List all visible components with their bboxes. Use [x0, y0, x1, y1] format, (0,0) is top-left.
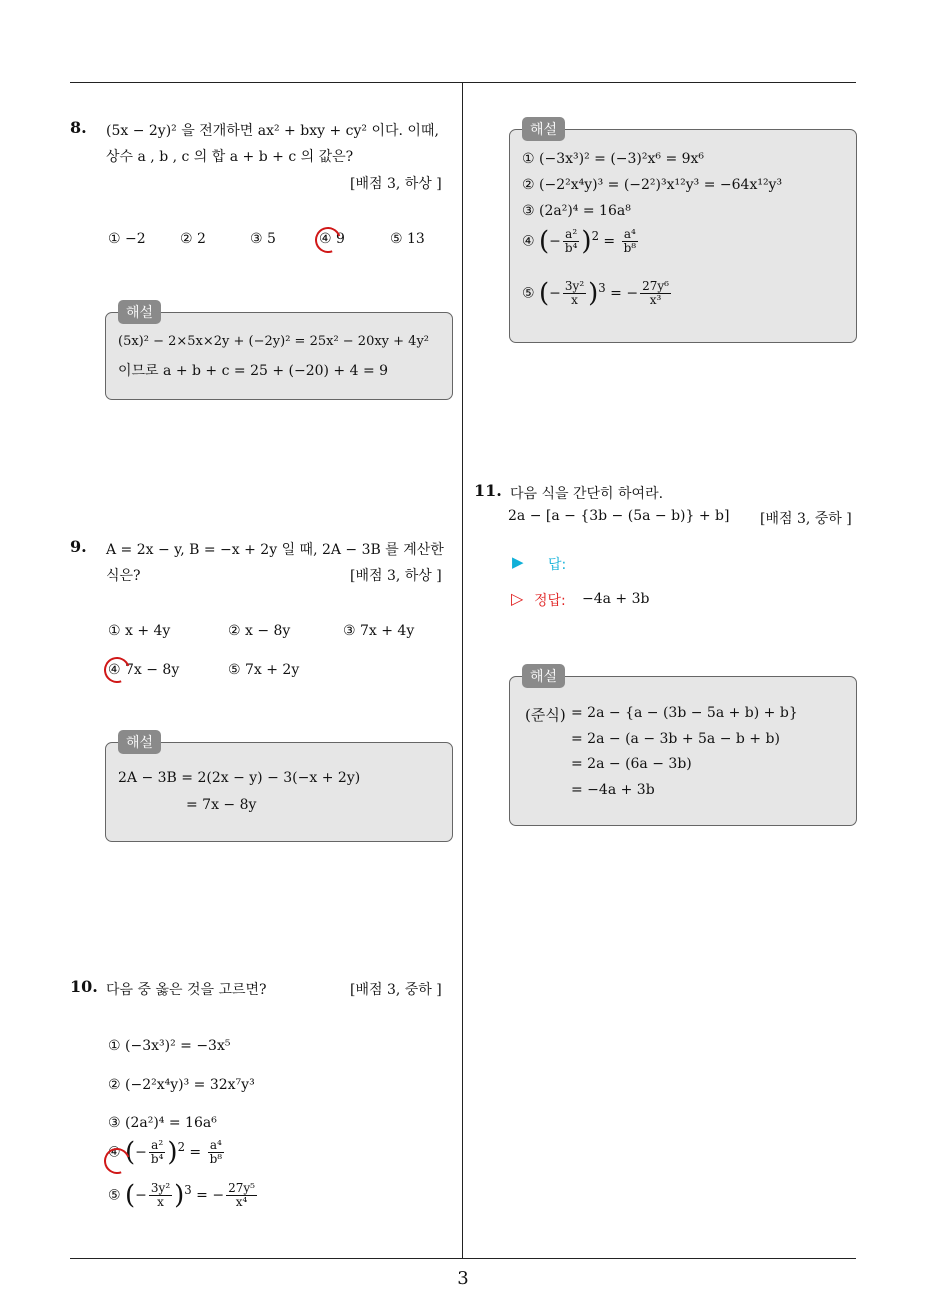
choice-3[interactable]: ③ (2a²)⁴ = 16a⁶ [108, 1115, 217, 1131]
points-label: [배점 3, 하상 ] [350, 568, 442, 584]
frac-denominator: x [157, 1195, 164, 1210]
solution-line3: ③ (2a²)⁴ = 16a⁸ [522, 203, 631, 219]
question-number: 9. [70, 537, 87, 556]
frac-numerator: a² [149, 1139, 166, 1153]
answer-mark-circle [311, 223, 346, 258]
frac-denominator: b⁴ [564, 241, 578, 256]
points-label: [배점 3, 하상 ] [350, 176, 442, 192]
question-number: 10. [70, 977, 98, 996]
choice-5[interactable]: ⑤ 13 [390, 231, 425, 247]
points-label: [배점 3, 중하 ] [760, 511, 852, 527]
question-text-line2: 식은? [106, 568, 141, 584]
solution-box [105, 312, 453, 400]
solution-line2: = 2a − (a − 3b + 5a − b + b) [571, 731, 780, 747]
question-text-line1: A = 2x − y, B = −x + 2y 일 때, 2A − 3B 를 계산한 [106, 542, 444, 558]
exponent: 3 [184, 1183, 192, 1198]
solution-line5: ⑤ (− $\frac{\text{3y²}}{x}$ )$^3$ = − $\frac{\text{27y⁶}}{\text{x³}}$ [522, 278, 669, 309]
top-rule [70, 82, 856, 83]
exponent: 2 [591, 229, 599, 244]
choice-2[interactable]: ② (−2²x⁴y)³ = 32x⁷y³ [108, 1077, 255, 1093]
choice-4-marker: ④ [108, 1144, 121, 1161]
points-label: [배점 3, 중하 ] [350, 982, 442, 998]
choice-3[interactable]: ③ 5 [250, 231, 276, 247]
frac-denominator: b⁸ [623, 241, 637, 256]
choice-1[interactable]: ① −2 [108, 231, 146, 247]
frac-numerator: 27y⁶ [642, 279, 669, 293]
key-arrow-icon: ▷ [511, 589, 524, 608]
frac-denominator: x⁴ [235, 1195, 248, 1210]
choice-5[interactable]: ⑤ 7x + 2y [228, 662, 300, 678]
choice-4[interactable]: ④ 7x − 8y [108, 662, 180, 678]
question-number: 11. [474, 481, 502, 500]
exponent: 3 [598, 281, 606, 296]
solution-tag: 해설 [118, 730, 161, 754]
question-number: 8. [70, 118, 87, 137]
answer-mark-circle [100, 653, 135, 688]
solution-line4: ④ (− $\frac{\text{a²}}{\text{b⁴}}$ )$^2$ = $\frac{\text{a⁴}}{\text{b⁸}}$ [522, 226, 637, 257]
solution-line1: 2A − 3B = 2(2x − y) − 3(−x + 2y) [118, 770, 361, 786]
solution-marker: ④ [522, 233, 535, 250]
question-text-line2: 상수 a , b , c 의 합 a + b + c 의 값은? [106, 149, 354, 165]
question-text: 다음 중 옳은 것을 고르면? [106, 982, 267, 998]
solution-tag: 해설 [118, 300, 161, 324]
frac-numerator: 3y² [564, 279, 585, 293]
choice-2[interactable]: ② x − 8y [228, 623, 291, 639]
solution-tag: 해설 [522, 664, 565, 688]
column-divider [462, 83, 463, 1258]
question-text: 다음 식을 간단히 하여라. [510, 486, 664, 502]
solution-line1: = 2a − {a − (3b − 5a + b) + b} [571, 705, 798, 721]
frac-numerator: 3y² [150, 1181, 171, 1195]
choice-5-marker: ⑤ [108, 1187, 121, 1204]
frac-numerator: a² [563, 228, 580, 242]
choice-2[interactable]: ② 2 [180, 231, 206, 247]
choice-1[interactable]: ① (−3x³)² = −3x⁵ [108, 1038, 231, 1054]
key-value: −4a + 3b [582, 591, 650, 607]
solution-lead: (준식) [525, 706, 566, 724]
question-expression: 2a − [a − {3b − (5a − b)} + b] [508, 508, 730, 524]
frac-denominator: b⁴ [150, 1152, 164, 1167]
solution-box [509, 676, 857, 826]
key-label: 정답: [534, 593, 566, 609]
frac-numerator: 27y⁵ [228, 1181, 255, 1195]
frac-numerator: a⁴ [622, 228, 639, 242]
answer-arrow-icon: ▶ [512, 553, 524, 571]
frac-denominator: x³ [649, 293, 662, 308]
choice-4[interactable]: ④ 9 [319, 231, 345, 247]
choice-3[interactable]: ③ 7x + 4y [343, 623, 415, 639]
solution-line2: ② (−2²x⁴y)³ = (−2²)³x¹²y³ = −64x¹²y³ [522, 177, 783, 193]
solution-line2: 이므로 a + b + c = 25 + (−20) + 4 = 9 [118, 363, 389, 379]
solution-line3: = 2a − (6a − 3b) [571, 756, 692, 772]
bottom-rule [70, 1258, 856, 1259]
solution-box [105, 742, 453, 842]
choice-4[interactable]: ④ (− $\frac{\text{a²}}{\text{b⁴}}$ )$^2$ = $\frac{\text{a⁴}}{\text{b⁸}}$ [108, 1137, 223, 1168]
solution-line2: = 7x − 8y [186, 797, 257, 813]
solution-marker: ⑤ [522, 285, 535, 302]
solution-tag: 해설 [522, 117, 565, 141]
choice-1[interactable]: ① x + 4y [108, 623, 171, 639]
frac-denominator: x [571, 293, 578, 308]
exponent: 2 [177, 1140, 185, 1155]
solution-line1: (5x)² − 2×5x×2y + (−2y)² = 25x² − 20xy + 4y² [118, 334, 430, 349]
frac-numerator: a⁴ [208, 1139, 225, 1153]
frac-denominator: b⁸ [209, 1152, 223, 1167]
solution-line1: ① (−3x³)² = (−3)²x⁶ = 9x⁶ [522, 151, 705, 167]
page-number: 3 [457, 1268, 469, 1289]
question-text-line1: (5x − 2y)² 을 전개하면 ax² + bxy + cy² 이다. 이때, [106, 123, 439, 139]
answer-label[interactable]: 답: [548, 557, 567, 573]
choice-5[interactable]: ⑤ (− $\frac{\text{3y²}}{x}$ )$^3$ = − $\frac{\text{27y⁵}}{\text{x⁴}}$ [108, 1180, 255, 1211]
solution-line4: = −4a + 3b [571, 782, 655, 798]
